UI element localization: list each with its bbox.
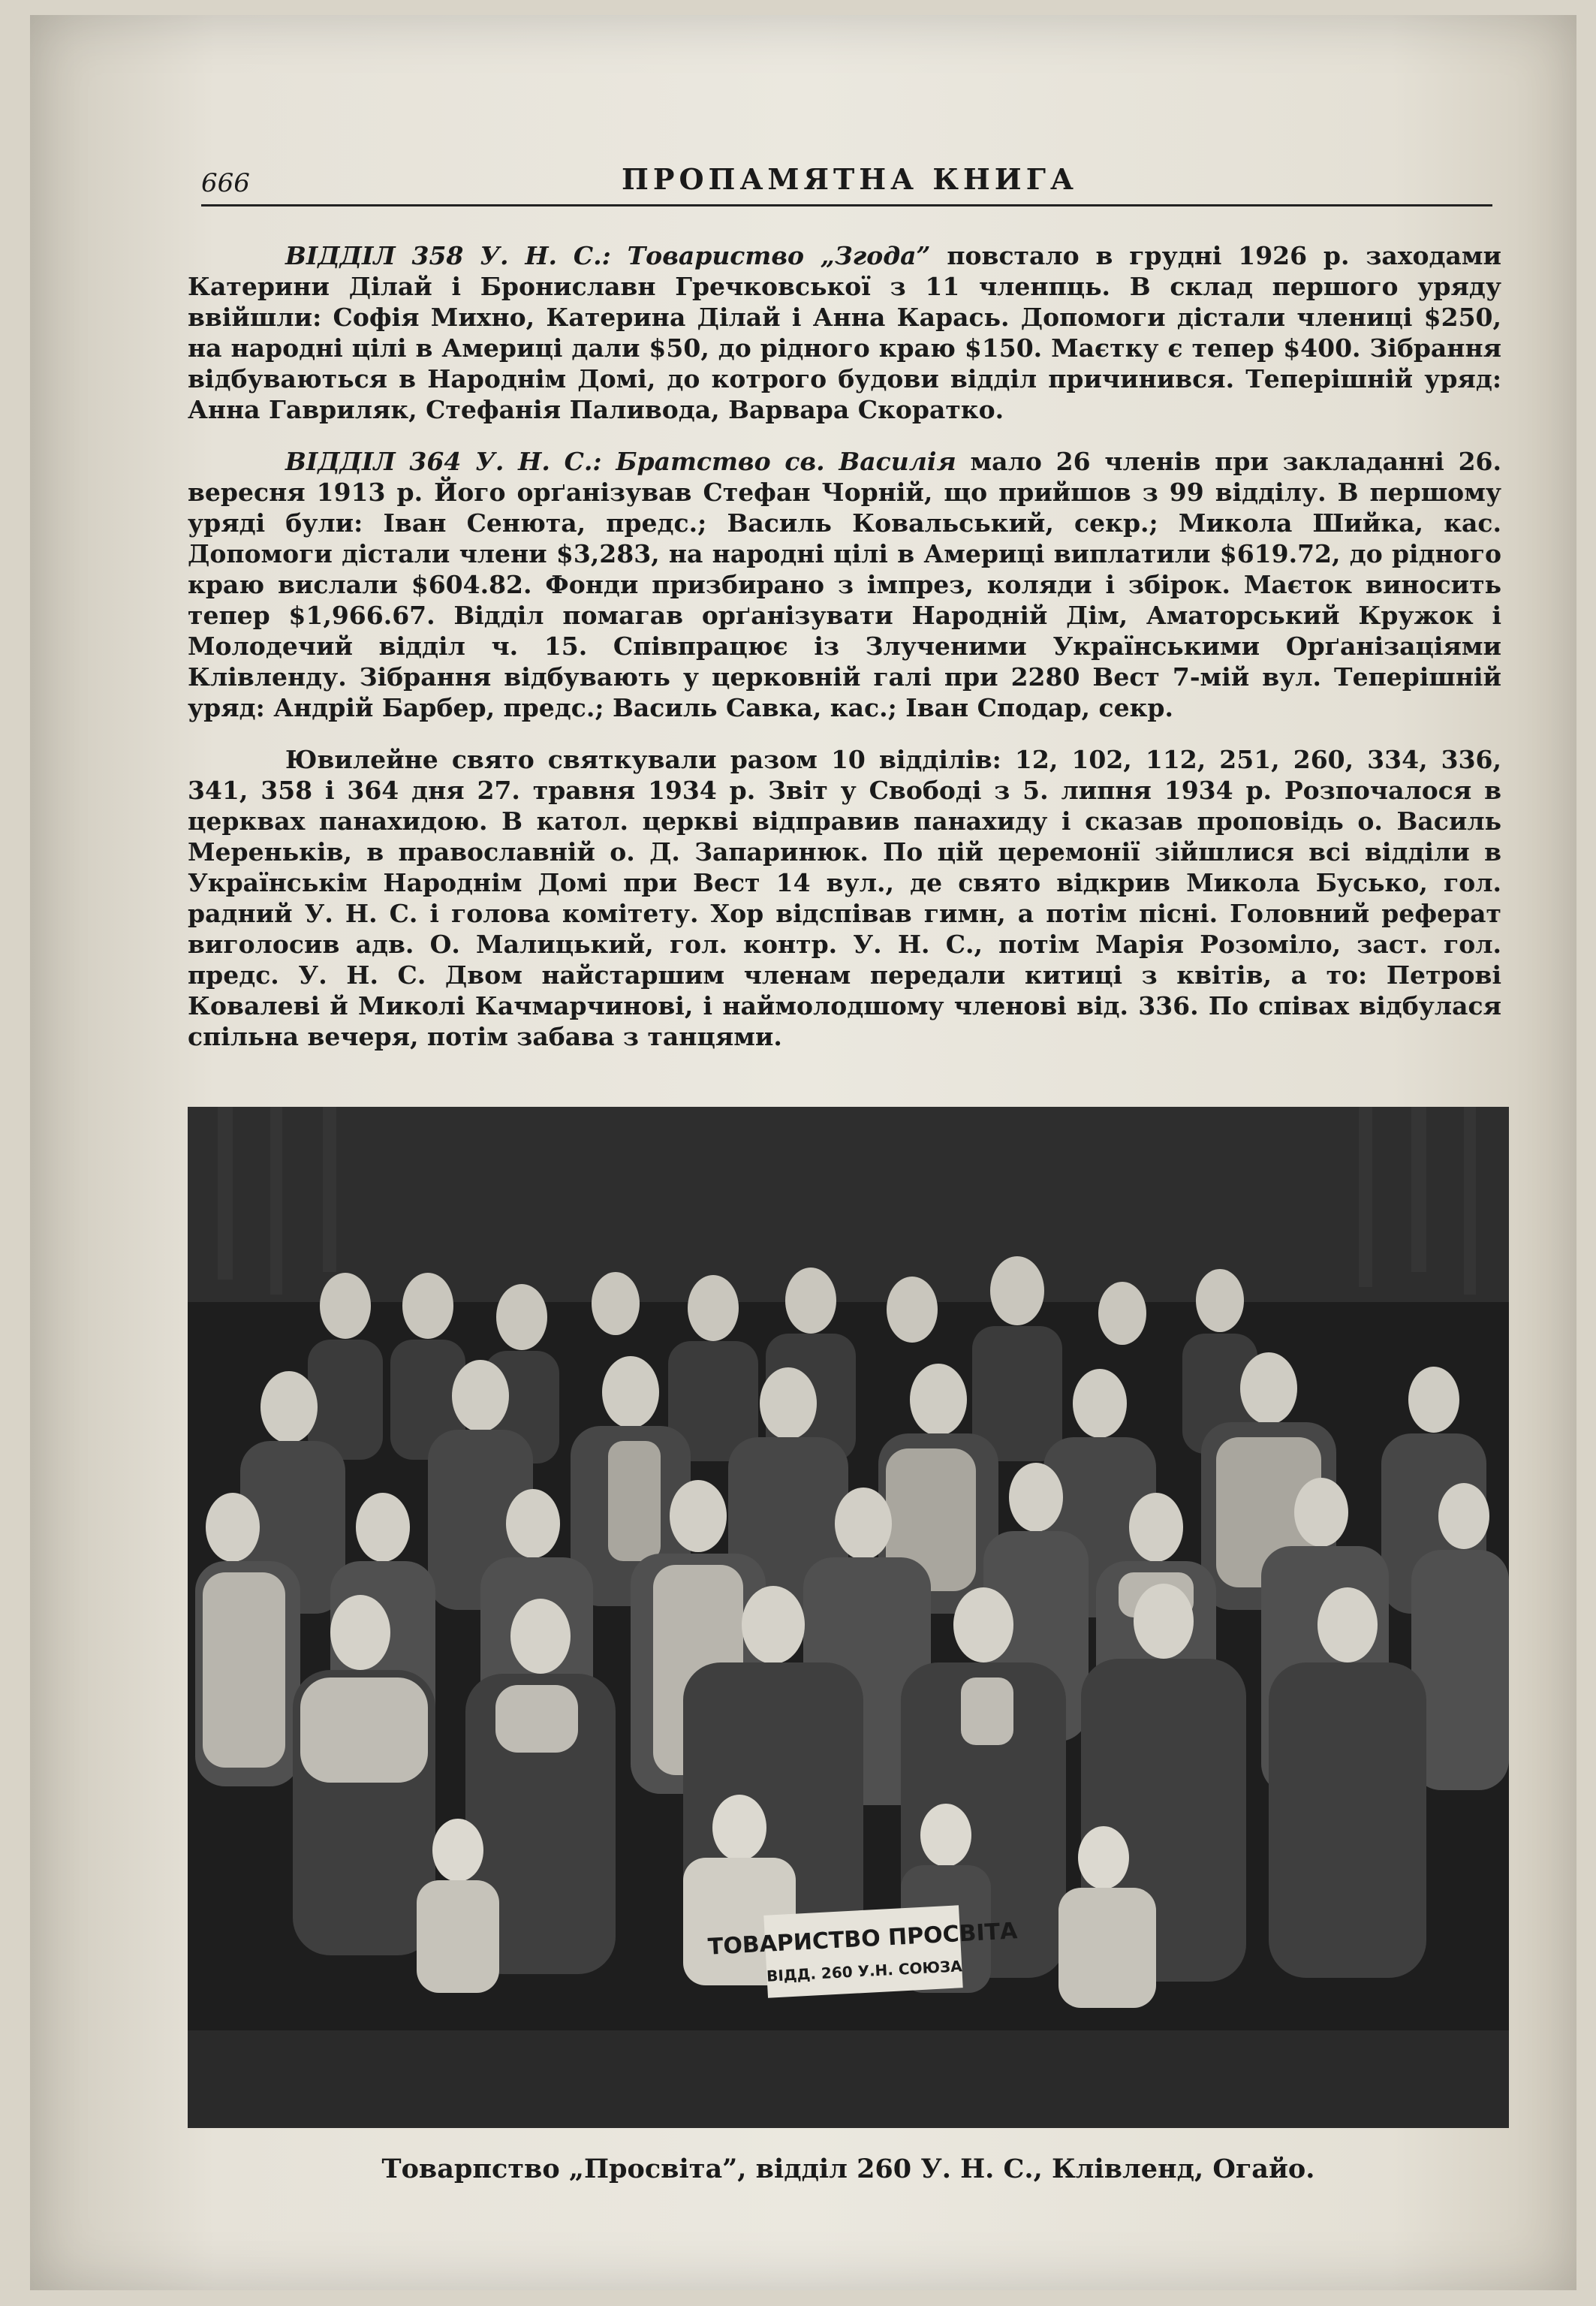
page-number: 666 (201, 168, 250, 198)
article-body (188, 240, 1501, 1073)
paragraph-text: повстало в грудні 1926 р. заходами Катерини Ділай і Брониславн Гречковської з 11 членпць. В склад першого уряду ввійшли: Софія Михно, Катерина Ділай і Анна Карась. Допомоги дістали члениці $250, на народні цілі в Америці дали $50, до рідного краю $150. Маєтку є тепер $400. Зібрання відбуваються в Народнім Домі, до котрого будови відділ причинився. Теперішній уряд: Анна Гавриляк, Стефанія Паливода, Варвара Скоратко. (188, 241, 1501, 424)
paragraph-text: Ювилейне свято святкували разом 10 відділів: 12, 102, 112, 251, 260, 334, 336, 341, 358 і 364 дня 27. травня 1934 р. Звіт у Свободі з 5. липня 1934 р. Розпочалося в церквах панахидою. В катол. церкві відправив панахиду і сказав проповідь о. Василь Мереньків, в православній о. Д. Запаринюк. По цій церемонії зійшлися всі відділи в Українськім Народнім Домі при Вест 14 вул., де свято відкрив Микола Бусько, гол. радний У. Н. С. і голова комітету. Хор відспівав гимн, а потім пісні. Головний реферат виголосив адв. О. Малицький, гол. контр. У. Н. С., потім Марія Розоміло, заст. гол. предс. У. Н. С. Двом найстаршим членам передали китиці з квітів, а то: Петрові Ковалеві й Миколі Качмарчинові, і наймолодшому членові від. 336. По співах відбулася спільна вечеря, потім забава з танцями. (188, 745, 1501, 1051)
book-page (30, 15, 1576, 2290)
group-photograph (188, 1107, 1509, 2128)
page-header (201, 162, 1492, 206)
paragraph-text: мало 26 членів при закладанні 26. вересня 1913 р. Його орґанізував Стефан Чорній, що прийшов з 99 відділу. В першому уряді були: Іван Сенюта, предс.; Василь Ковальський, секр.; Микола Шийка, кас. Допомоги дістали члени $3,283, на народні цілі в Америці виплатили $619.72, до рідного краю вислали $604.82. Фонди призбирано з імпрез, коляди і збірок. Маєток виносить тепер $1,966.67. Відділ помагав орґанізувати Народній Дім, Аматорський Кружок і Молодечий відділ ч. 15. Співпрацює із Злученими Українськими Орґанізаціями Клівленду. Зібрання відбувають у церковній галі при 2280 Вест 7-мій вул. Теперішній уряд: Андрій Барбер, предс.; Василь Савка, кас.; Іван Сподар, секр. (188, 447, 1501, 722)
paragraph-branch-358 (188, 240, 1501, 425)
photo-caption: Товарпство „Просвіта”, відділ 260 У. Н. С., Клівленд, Огайо. (381, 2154, 1315, 2184)
sign-line-2: ВІДД. 260 У.Н. СОЮЗА (766, 1957, 963, 1985)
paragraph-branch-364 (188, 446, 1501, 723)
paragraph-jubilee (188, 744, 1501, 1052)
paragraph-lead: ВІДДІЛ 358 У. Н. С.: Товариство „Згода” (285, 241, 931, 270)
sign-line-1: ТОВАРИСТВО ПРОСВІТА (707, 1918, 1019, 1961)
paragraph-lead: ВІДДІЛ 364 У. Н. С.: Братство св. Василія (285, 447, 956, 476)
group-photo-drawing (188, 1107, 1509, 2128)
running-title: ПРОПАМЯТНА КНИГА (622, 162, 1078, 196)
